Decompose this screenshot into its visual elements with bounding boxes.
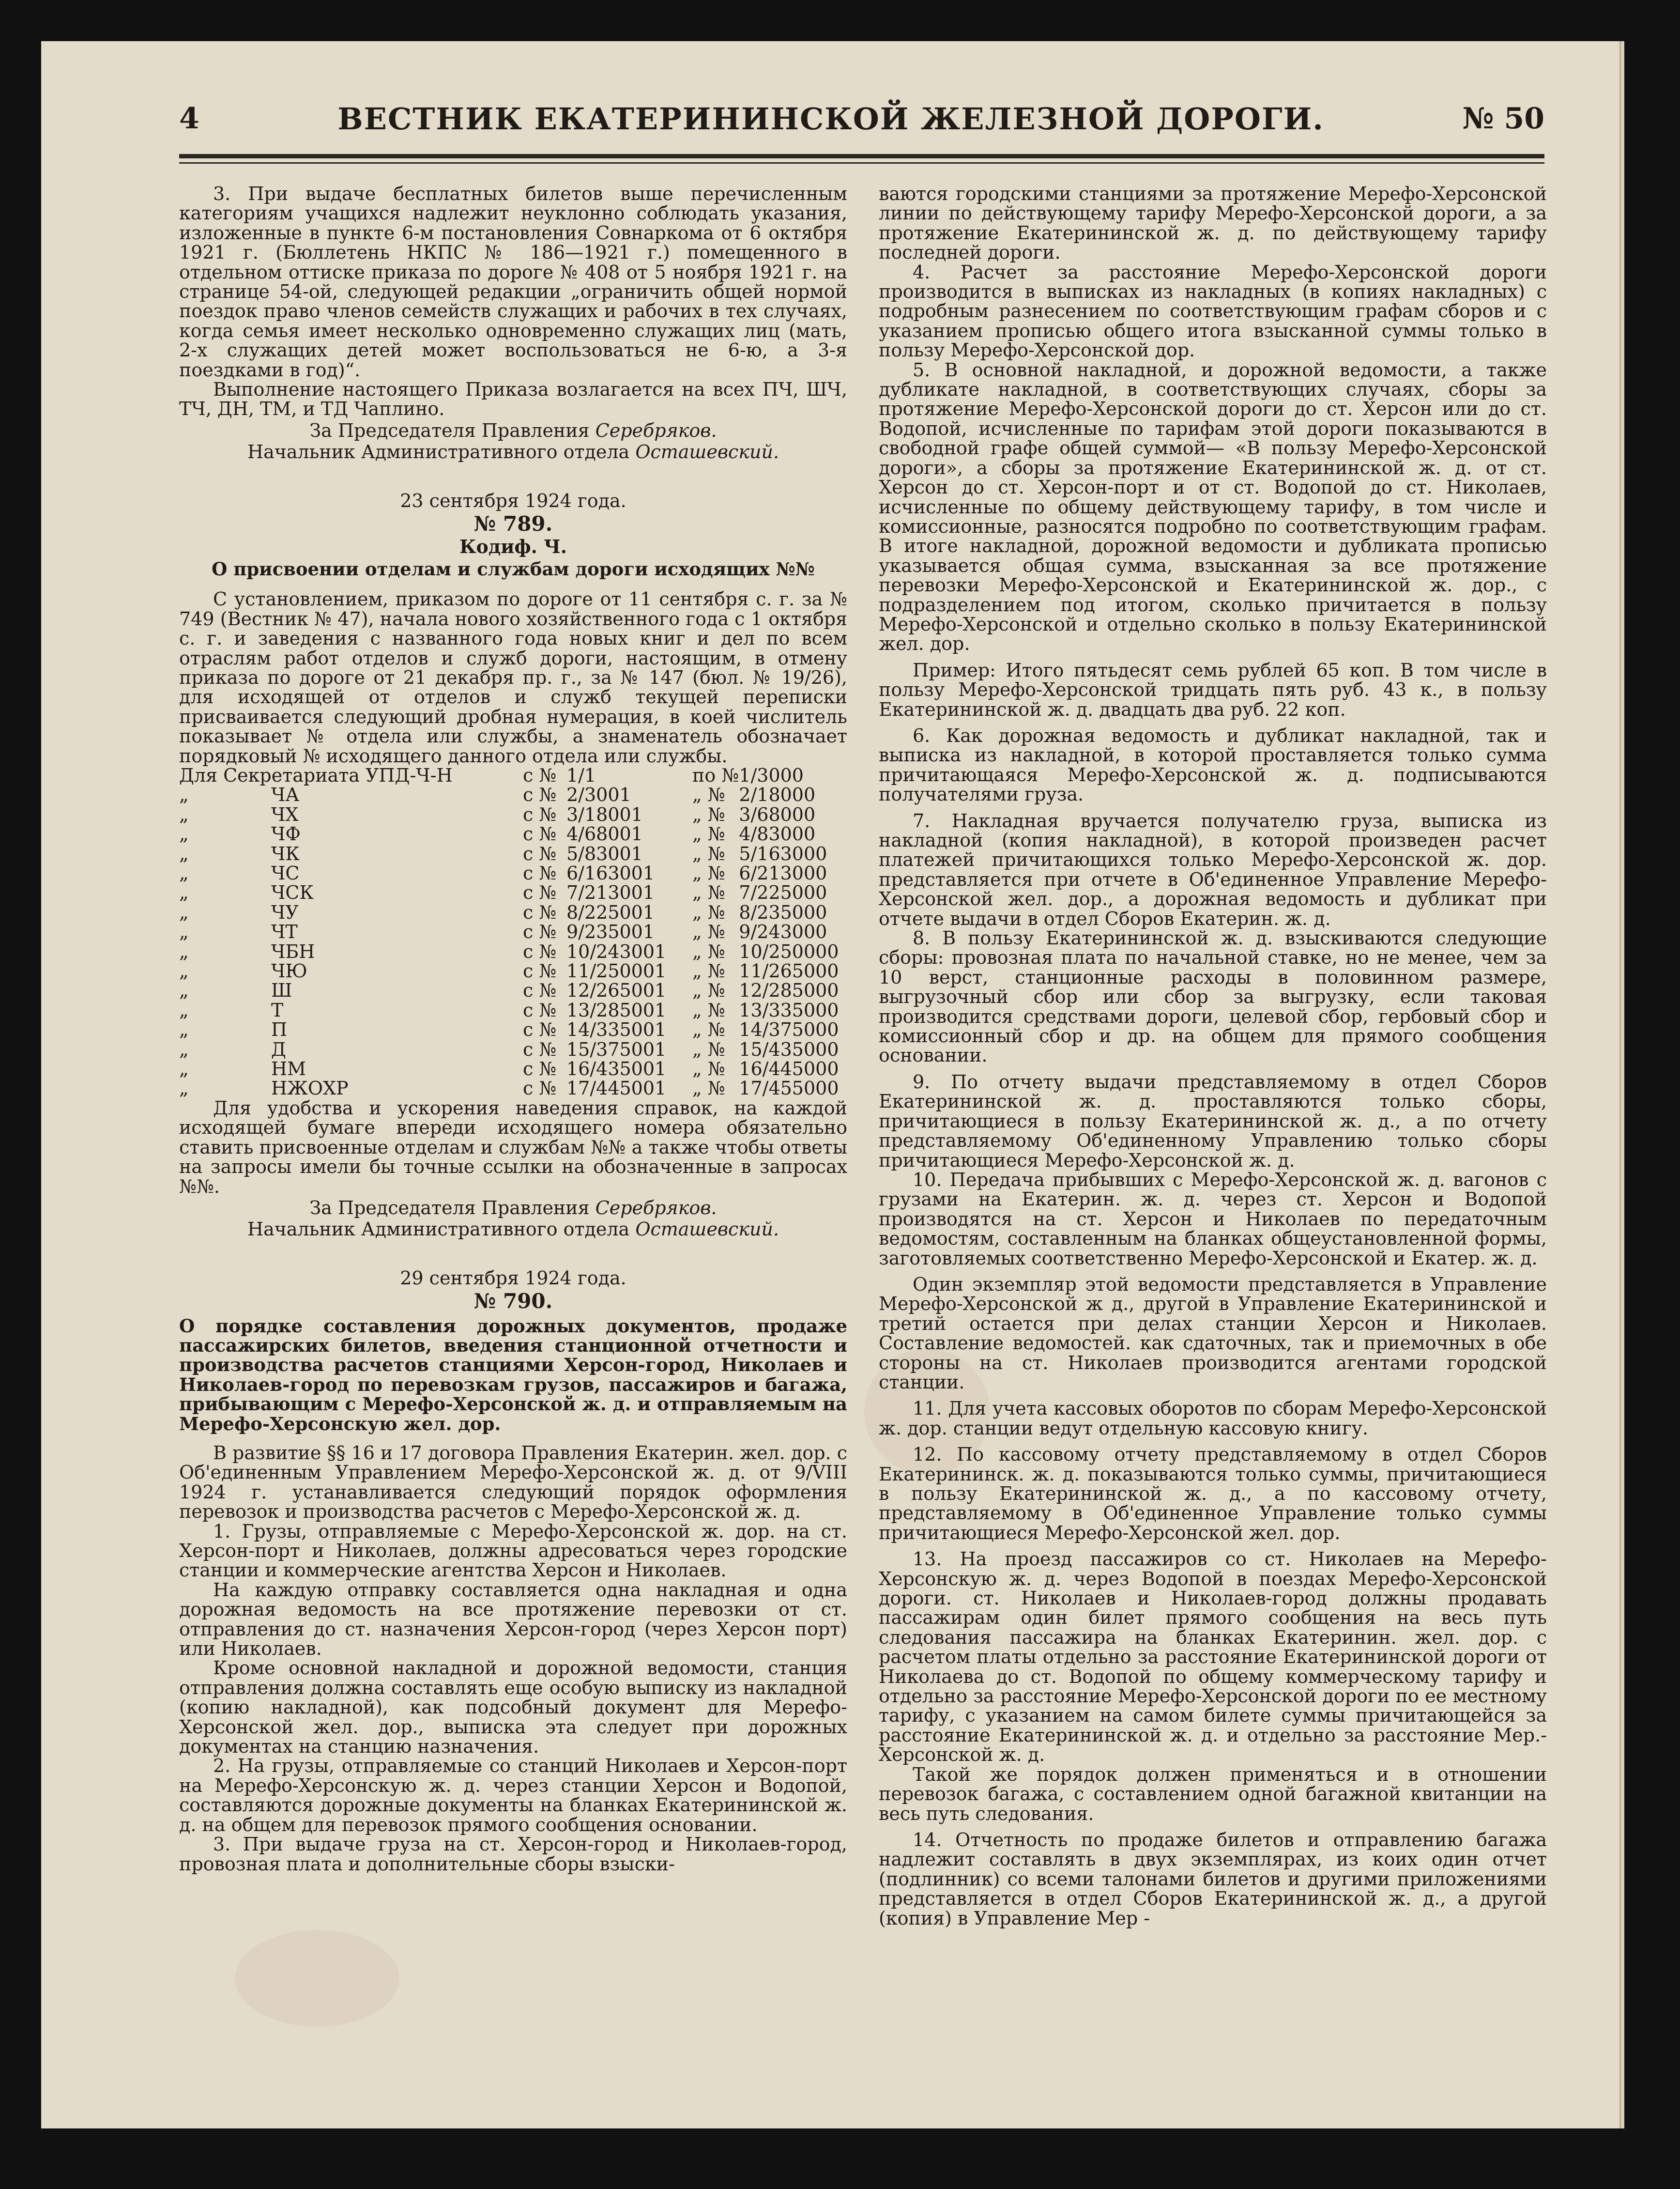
table-cell: с №	[523, 921, 557, 943]
table-cell: 7/213001	[566, 882, 655, 904]
paragraph: 1. Грузы, отправляемые с Мерефо-Херсонской ж. дор. на ст. Херсон-порт и Николаев, должны адресоваться через городские станции и коммерческие агентства Херсон и Николаев.	[179, 1520, 847, 1581]
table-cell: Т	[271, 999, 284, 1021]
newspaper-title: ВЕСТНИК ЕКАТЕРИНИНСКОЙ ЖЕЛЕЗНОЙ ДОРОГИ.	[337, 101, 1324, 137]
table-cell: 2/3001	[566, 784, 631, 806]
table-cell: НМ	[271, 1058, 306, 1080]
table-cell: 16/435001	[566, 1058, 667, 1080]
paper-stain	[235, 1930, 399, 2027]
table-cell: с №	[523, 823, 557, 845]
table-cell: с №	[523, 882, 557, 904]
table-cell: 17/445001	[566, 1078, 667, 1099]
table-cell: „	[179, 803, 189, 825]
table-cell: „ №	[692, 843, 725, 864]
paragraph: Для удобства и ускорения наведения справок, на каждой исходящей бумаге впереди исходящего номера обязательно ставить присвоенные отделам и службам №№ а также чтобы ответы на запросы имели бы точные ссылки на обозначенные в запросах №№.	[179, 1097, 847, 1197]
page-header	[179, 90, 1544, 148]
table-cell: 12/265001	[566, 980, 667, 1002]
table-cell: „ №	[692, 999, 725, 1021]
table-cell: 1/1	[566, 764, 596, 786]
table-cell: 5/163000	[739, 843, 827, 864]
table-cell: 7/225000	[739, 882, 827, 904]
header-rule-thin	[179, 162, 1544, 164]
table-cell: „	[179, 999, 189, 1021]
table-cell: с №	[523, 1038, 557, 1060]
table-cell: „	[179, 784, 189, 806]
header-rule-thick	[179, 154, 1544, 158]
table-row	[179, 766, 847, 785]
table-cell: „ №	[692, 784, 725, 806]
table-row	[179, 785, 847, 804]
table-cell: „	[179, 940, 189, 962]
table-cell: 3/18001	[566, 803, 643, 825]
table-row	[179, 1001, 847, 1020]
table-cell: с №	[523, 764, 557, 786]
table-row	[179, 1040, 847, 1059]
issue-number: № 50	[1462, 102, 1544, 136]
table-cell: 9/243000	[739, 921, 827, 943]
table-cell: „	[179, 980, 189, 1002]
paragraph: 4. Расчет за расстояние Мерефо-Херсонской дороги производится в выписках из накладных (в копиях накладных) с подробным разнесением по соответствующим графам сборов и с указанием прописью общего итога взысканной суммы только в пользу Мерефо-Херсонской дор.	[879, 261, 1547, 361]
paragraph: ваются городскими станциями за протяжение Мерефо-Херсонской линии по действующему тарифу Мерефо-Херсонской дороги, а за протяжение Екатерининской ж. д. по действующему тарифу последней дороги.	[879, 183, 1547, 263]
table-cell: „	[179, 960, 189, 982]
paragraph: Кроме основной накладной и дорожной ведомости, станция отправления должна составлять еще особую выписку из накладной (копию накладной), как подсобный документ для Мерефо-Херсонской жел. дор., выписка эта следует при дорожных документах на станцию назначения.	[179, 1657, 847, 1757]
paragraph: На каждую отправку составляется одна накладная и одна дорожная ведомость на все протяжение перевозки от ст. отправления до ст. назначения Херсон-город (через Херсон порт) или Николаев.	[179, 1579, 847, 1660]
table-row	[179, 824, 847, 844]
table-row	[179, 844, 847, 863]
table-cell: 10/250000	[739, 940, 839, 962]
table-cell: „	[179, 843, 189, 864]
signature: Начальник Административного отдела Осташевский.	[247, 441, 779, 463]
table-cell: „ №	[692, 901, 725, 923]
paragraph: Один экземпляр этой ведомости представляется в Управление Мерефо-Херсонской ж д., другой в Управление Екатерининской и третий остается при делах станции Херсон и Николаев. Составление ведомостей. как сдаточных, так и приемочных в обе стороны на ст. Николаев производится агентами городской станции.	[879, 1273, 1547, 1393]
table-cell: „	[179, 921, 189, 943]
table-cell: 8/225001	[566, 901, 655, 923]
table-cell: 9/235001	[566, 921, 655, 943]
paragraph: 3. При выдаче бесплатных билетов выше перечисленным категориям учащихся надлежит неуклонно соблюдать указания, изложенные в пункте 6-м постановления Совнаркома от 6 октября 1921 г. (Бюллетень НКПС № 186—1921 г.) помещенного в отдельном оттиске приказа по дороге № 408 от 5 ноября 1921 г. на странице 54-ой, следующей редакции „ограничить общей нормой поездок право членов семейств служащих и рабочих в тех случаях, когда семья имеет несколько одновременно служащих лиц (мать, 2-х служащих детей может воспользоваться не 6-ю, а 3-я поездками в год)“.	[179, 183, 847, 381]
table-row	[179, 863, 847, 883]
table-row	[179, 942, 847, 961]
paragraph: 12. По кассовому отчету представляемому в отдел Сборов Екатерининск. ж. д. показываются только суммы, причитающиеся в пользу Екатерининской ж. д., а по кассовому отчету, представляемому в Об'единенное Управление только суммы причитающиеся Мерефо-Херсонской жел. дор.	[879, 1444, 1547, 1543]
paragraph: 14. Отчетность по продаже билетов и отправлению багажа надлежит составлять в двух экземплярах, из коих один отчет (подлинник) со всеми талонами билетов и другими приложениями представляется в отдел Сборов Екатерининской ж. д., а другой (копия) в Управление Мер -	[879, 1829, 1547, 1929]
table-cell: „ №	[692, 980, 725, 1002]
order-heading: О присвоении отделам и службам дороги исходящих №№	[212, 558, 815, 580]
table-cell: 1/3000	[739, 764, 804, 786]
paragraph: С установлением, приказом по дороге от 11 сентября с. г. за № 749 (Вестник № 47), начала нового хозяйственного года с 1 октября с. г. и заведения с названного года новых книг и дел по всем отраслям работ отделов и служб дороги, настоящим, в отмену приказа по дороге от 21 декабря пр. г., за № 147 (бюл. № 19/26), для исходящей от отделов и служб текущей переписки присваивается следующий дробная нумерация, в коей числитель показывает № отдела или службы, а знаменатель обозначает порядковый № исходящего данного отдела или службы.	[179, 588, 847, 767]
table-cell: с №	[523, 1078, 557, 1099]
table-row	[179, 961, 847, 981]
order-heading: О порядке составления дорожных документов, продаже пассажирских билетов, введения станционной отчетности и производства расчетов станциями Херсон-город, Николаев и Николаев-город по перевозкам грузов, пассажиров и багажа, прибывающим с Мерефо-Херсонской ж. д. и отправляемым на Мерефо-Херсонскую жел. дор.	[179, 1315, 847, 1434]
paragraph: 3. При выдаче груза на ст. Херсон-город и Николаев-город, провозная плата и дополнительные сборы взыски-	[179, 1834, 847, 1875]
table-cell: 6/163001	[566, 863, 655, 884]
order-date: 29 сентября 1924 года.	[400, 1267, 626, 1289]
table-cell: „	[179, 823, 189, 845]
table-cell: ЧБН	[271, 940, 315, 962]
paragraph: Выполнение настоящего Приказа возлагается на всех ПЧ, ШЧ, ТЧ, ДН, ТМ, и ТД Чаплино.	[179, 379, 847, 420]
page-number: 4	[179, 102, 199, 136]
table-cell: 16/445000	[739, 1058, 839, 1080]
table-cell: П	[271, 1019, 288, 1041]
table-row	[179, 922, 847, 941]
table-cell: „ №	[692, 1019, 725, 1041]
table-cell: „ №	[692, 960, 725, 982]
table-cell: 11/250001	[566, 960, 667, 982]
table-cell: „	[179, 901, 189, 923]
table-cell: с №	[523, 980, 557, 1002]
table-cell: Для Секретариата УПД-Ч-Н	[179, 764, 453, 786]
table-cell: с №	[523, 803, 557, 825]
table-cell: Ш	[271, 980, 292, 1002]
table-cell: ЧФ	[271, 823, 301, 845]
table-cell: НЖОХР	[271, 1078, 349, 1099]
table-cell: 8/235000	[739, 901, 827, 923]
table-cell: 4/83000	[739, 823, 816, 845]
paragraph: Такой же порядок должен применяться и в отношении перевозок багажа, с составлением одной багажной квитанции на весь путь следования.	[879, 1763, 1547, 1824]
table-cell: с №	[523, 901, 557, 923]
table-cell: по №	[692, 764, 739, 786]
table-cell: 15/435000	[739, 1038, 839, 1060]
table-cell: ЧЮ	[271, 960, 307, 982]
paragraph: 10. Передача прибывших с Мерефо-Херсонской ж. д. вагонов с грузами на Екатерин. ж. д. через ст. Херсон и Водопой производятся на ст. Херсон и Николаев по передаточным ведомостям, составленным на бланках общеустановленной формы, заготовляемых соответственно Мерефо-Херсонской и Екатер. ж. д.	[879, 1169, 1547, 1269]
table-cell: 10/243001	[566, 940, 667, 962]
table-row	[179, 1059, 847, 1079]
table-cell: с №	[523, 1019, 557, 1041]
paragraph: 8. В пользу Екатерининской ж. д. взыскиваются следующие сборы: провозная плата по начальной ставке, но не менее, чем за 10 верст, станционные расходы в половинном размере, выгрузочный сбор или сбор за выгрузку, если таковая производится средствами дороги, целевой сбор, гербовый сбор и комиссионный сбор и др. на общем для прямого сообщения основании.	[879, 927, 1547, 1066]
table-cell: 4/68001	[566, 823, 643, 845]
table-cell: ЧХ	[271, 803, 299, 825]
table-cell: ЧУ	[271, 901, 299, 923]
paragraph: 13. На проезд пассажиров со ст. Николаев на Мерефо-Херсонскую ж. д. через Водопой в поездах Мерефо-Херсонской дороги. ст. Николаев и Николаев-город должны продавать пассажирам один билет прямого сообщения на весь путь следования пассажира на бланках Екатеринин. жел. дор. с расчетом платы отдельно за расстояние Екатерининской дороги от Николаева до ст. Водопой по общему коммерческому тарифу и отдельно за расстояние Мерефо-Херсонской дороги по ее местному тарифу, с указанием на самом билете суммы причитающейся за расстояние Екатерининской ж. д. и отдельно за расстояние Мер.-Херсонской ж. д.	[879, 1548, 1547, 1766]
table-cell: 13/335000	[739, 999, 839, 1021]
paragraph: В развитие §§ 16 и 17 договора Правления Екатерин. жел. дор. с Об'единенным Управлением Мерефо-Херсонской ж. д. от 9/VIII 1924 г. устанавливается следующий порядок оформления перевозок и производства расчетов с Мерефо-Херсонской ж. д.	[179, 1442, 847, 1523]
table-cell: с №	[523, 999, 557, 1021]
table-cell: „ №	[692, 1058, 725, 1080]
table-row	[179, 903, 847, 922]
table-cell: Д	[271, 1038, 286, 1060]
table-cell: с №	[523, 863, 557, 884]
table-cell: 17/455000	[739, 1078, 839, 1099]
paragraph: 7. Накладная вручается получателю груза, выписка из накладной (копия накладной), в которой произведен расчет платежей причитающихся только Мерефо-Херсонской ж. дор. представляется при отчете в Об'единенное Управление Мерефо-Херсонской жел. дор., а дорожная ведомость и дубликат при отчете выдачи в отдел Сборов Екатерин. ж. д.	[879, 810, 1547, 929]
table-cell: „ №	[692, 882, 725, 904]
table-cell: „ №	[692, 823, 725, 845]
table-cell: 5/83001	[566, 843, 643, 864]
table-row	[179, 1020, 847, 1039]
table-cell: „ №	[692, 1078, 725, 1099]
table-cell: „ №	[692, 921, 725, 943]
table-cell: 15/375001	[566, 1038, 667, 1060]
order-codification: Кодиф. Ч.	[459, 535, 567, 557]
table-cell: ЧС	[271, 863, 300, 884]
table-cell: 14/335001	[566, 1019, 667, 1041]
table-row	[179, 1079, 847, 1098]
left-column	[179, 184, 847, 1874]
table-cell: 2/18000	[739, 784, 816, 806]
table-cell: ЧТ	[271, 921, 298, 943]
table-row	[179, 981, 847, 1000]
paragraph: 6. Как дорожная ведомость и дубликат накладной, так и выписка из накладной, в которой проставляется только сумма причитающаяся Мерефо-Херсонской ж. д. подписываются получателями груза.	[879, 725, 1547, 805]
table-row	[179, 805, 847, 824]
table-cell: 13/285001	[566, 999, 667, 1021]
signature: За Председателя Правления Серебряков.	[309, 419, 717, 441]
table-cell: „ №	[692, 863, 725, 884]
paragraph: 2. На грузы, отправляемые со станций Николаев и Херсон-порт на Мерефо-Херсонскую ж. д. через станции Херсон и Водопой, составляются дорожные документы на бланках Екатерининской ж. д. на общем для перевозок прямого сообщения основании.	[179, 1755, 847, 1835]
table-cell: ЧСК	[271, 882, 314, 904]
table-cell: 12/285000	[739, 980, 839, 1002]
table-cell: „	[179, 882, 189, 904]
table-cell: „	[179, 1038, 189, 1060]
table-cell: 6/213000	[739, 863, 827, 884]
table-cell: ЧА	[271, 784, 300, 806]
table-cell: ЧК	[271, 843, 300, 864]
table-cell: 11/265000	[739, 960, 839, 982]
signature: Начальник Административного отдела Осташевский.	[247, 1218, 779, 1240]
table-row	[179, 883, 847, 902]
right-column	[879, 184, 1547, 1928]
table-cell: „ №	[692, 1038, 725, 1060]
table-cell: „	[179, 1019, 189, 1041]
paragraph: 11. Для учета кассовых оборотов по сборам Мерефо-Херсонской ж. дор. станции ведут отдельную кассовую книгу.	[879, 1398, 1547, 1439]
paragraph: 5. В основной накладной, и дорожной ведомости, а также дубликате накладной, в соответствующих случаях, сборы за протяжение Мерефо-Херсонской дороги до ст. Херсон или до ст. Водопой, исчисленные по тарифам этой дороги показываются в свободной графе общей суммой— «В пользу Мерефо-Херсонской дороги», а сборы за протяжение Екатерининской ж. д. от ст. Херсон до ст. Херсон-порт и от ст. Водопой до ст. Николаев, исчисленные по общему действующему тарифу, в том числе и комиссионные, разносятся подробно по соответствующим графам. В итоге накладной, дорожной ведомости и дубликата прописью указывается общая сумма, взысканная за все протяжение перевозки Мерефо-Херсонской и Екатерининской ж. дор., с подразделением под итогом, сколько причитается в пользу Мерефо-Херсонской и отдельно сколько в пользу Екатерининской жел. дор.	[879, 359, 1547, 655]
table-cell: 3/68000	[739, 803, 816, 825]
table-cell: с №	[523, 1058, 557, 1080]
order-number: № 789.	[473, 512, 553, 536]
order-date: 23 сентября 1924 года.	[400, 490, 626, 511]
table-cell: „ №	[692, 940, 725, 962]
table-cell: 14/375000	[739, 1019, 839, 1041]
table-cell: „	[179, 1078, 189, 1099]
numbering-table	[179, 766, 847, 1098]
signature: За Председателя Правления Серебряков.	[309, 1197, 717, 1218]
table-cell: „ №	[692, 803, 725, 825]
adjacent-page-edge	[1619, 41, 1624, 2128]
table-cell: с №	[523, 843, 557, 864]
table-cell: с №	[523, 960, 557, 982]
table-cell: с №	[523, 940, 557, 962]
paragraph: 9. По отчету выдачи представляемому в отдел Сборов Екатерининской ж. д. проставляются только сборы, причитающиеся в пользу Екатерининской ж. д., а по отчету представляемому Об'единенному Управлению только сборы причитающиеся Мерефо-Херсонской ж. д.	[879, 1071, 1547, 1171]
table-cell: с №	[523, 784, 557, 806]
table-cell: „	[179, 863, 189, 884]
paragraph: Пример: Итого пятьдесят семь рублей 65 коп. В том числе в пользу Мерефо-Херсонской тридцать пять руб. 43 к., в пользу Екатерининской ж. д. двадцать два руб. 22 коп.	[879, 659, 1547, 720]
table-cell: „	[179, 1058, 189, 1080]
order-number: № 790.	[473, 1289, 553, 1313]
